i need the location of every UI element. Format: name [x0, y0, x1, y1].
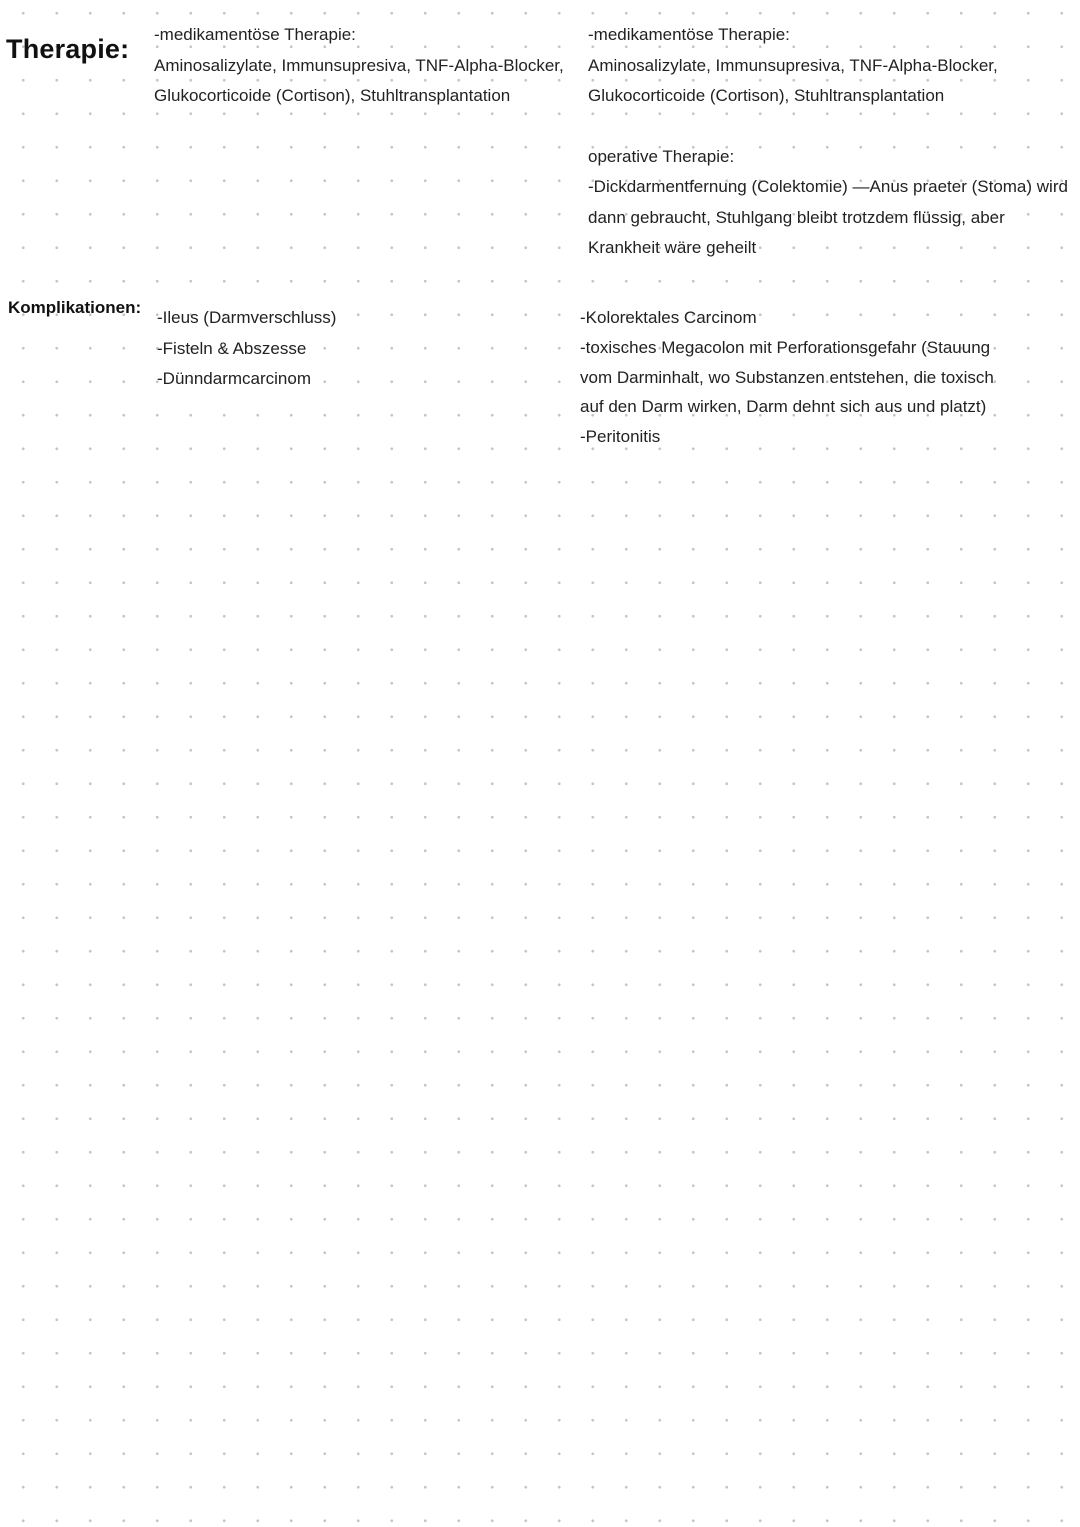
therapie-left-line: Glukocorticoide (Cortison), Stuhltransplantation [154, 86, 511, 105]
komplikation-left-item: -Ileus (Darmverschluss) [157, 308, 337, 327]
paragraph-gap [588, 112, 1068, 142]
therapie-right-column [588, 20, 1068, 264]
komplikationen-heading: Komplikationen: [8, 298, 142, 317]
therapie-heading: Therapie: [6, 34, 130, 64]
therapie-left-column [154, 20, 564, 112]
komplikation-right-line: -toxisches Megacolon mit Perforationsgefahr (Stauung [580, 337, 991, 357]
komplikationen-left-column [157, 303, 336, 395]
komplikation-left-item: -Fisteln & Abszesse [157, 338, 307, 358]
therapie-right-operativ-line: operative Therapie: [588, 146, 735, 166]
therapie-left-line: -medikamentöse Therapie: [154, 25, 356, 44]
komplikation-right-line: -Peritonitis [580, 427, 661, 447]
therapie-left-line: Aminosalizylate, Immunsupresiva, TNF-Alpha-Blocker, [154, 55, 564, 75]
komplikation-left-item: -Dünndarmcarcinom [157, 369, 311, 388]
komplikationen-right-column [580, 303, 994, 452]
komplikation-right-line: vom Darminhalt, wo Substanzen entstehen, die toxisch [580, 367, 994, 387]
therapie-right-medikamentoes-line: Aminosalizylate, Immunsupresiva, TNF-Alpha-Blocker, [588, 55, 998, 75]
komplikation-right-line: -Kolorektales Carcinom [580, 308, 757, 327]
therapie-right-medikamentoes-line: -medikamentöse Therapie: [588, 25, 790, 44]
therapie-right-medikamentoes-line: Glukocorticoide (Cortison), Stuhltransplantation [588, 86, 945, 105]
therapie-right-operativ-line: dann gebraucht, Stuhlgang bleibt trotzdem flüssig, aber [588, 207, 1005, 227]
therapie-right-operativ-line: -Dickdarmentfernung (Colektomie) —Anus praeter (Stoma) wird [588, 177, 1068, 196]
komplikation-right-line: auf den Darm wirken, Darm dehnt sich aus und platzt) [580, 397, 987, 417]
therapie-right-operativ-line: Krankheit wäre geheilt [588, 238, 757, 257]
